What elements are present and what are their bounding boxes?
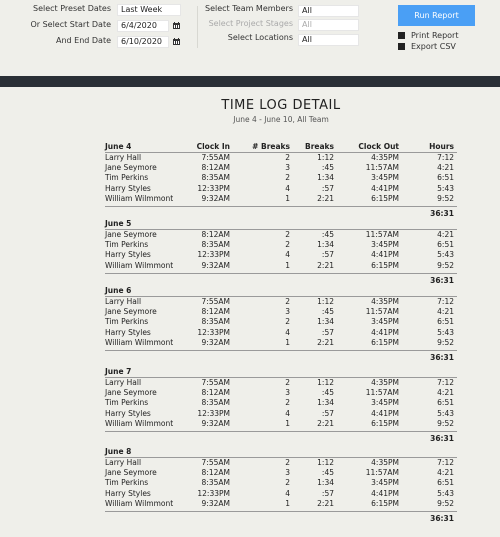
break-time: :57 (321, 250, 334, 260)
hours: 7:12 (437, 153, 454, 162)
day-section (105, 142, 457, 217)
clock-out: 4:35PM (371, 297, 399, 306)
hours: 5:43 (437, 327, 454, 337)
clock-out: 3:45PM (371, 173, 399, 183)
clock-out: 4:41PM (371, 408, 399, 418)
break-count: 1 (285, 498, 290, 508)
member-name: Tim Perkins (105, 240, 149, 250)
clock-out: 6:15PM (371, 498, 399, 508)
break-time: :45 (321, 468, 334, 478)
hours: 6:51 (437, 317, 454, 327)
day-section (105, 367, 457, 442)
hours: 4:21 (437, 230, 454, 239)
start-date-label: Or Select Start Date (30, 20, 111, 29)
break-time: :57 (321, 327, 334, 337)
table-row (105, 468, 457, 478)
clock-out: 4:41PM (371, 250, 399, 260)
day-section (105, 286, 457, 361)
break-count: 2 (285, 398, 290, 408)
break-count: 2 (285, 378, 290, 387)
clock-in: 8:12AM (201, 468, 230, 478)
break-count: 4 (285, 250, 290, 260)
report-subtitle: June 4 - June 10, All Team (233, 115, 329, 124)
day-total-hours: 36:31 (430, 208, 454, 218)
clock-in: 8:12AM (201, 163, 230, 173)
table-row (105, 328, 457, 338)
table-row (105, 230, 457, 240)
member-name: Tim Perkins (105, 478, 149, 488)
member-name: Tim Perkins (105, 398, 149, 408)
break-count: 2 (285, 230, 290, 239)
filter-panel (0, 0, 500, 74)
break-count: 1 (285, 193, 290, 203)
clock-in: 8:35AM (201, 317, 230, 327)
table-row (105, 173, 457, 183)
break-time: 2:21 (317, 498, 334, 508)
break-count: 4 (285, 327, 290, 337)
break-time: 1:12 (317, 458, 334, 467)
clock-in: 12:33PM (197, 408, 230, 418)
run-report-button[interactable]: Run Report (398, 5, 475, 26)
table-row (105, 338, 457, 348)
export-csv-checkbox[interactable] (398, 43, 405, 50)
day-date: June 8 (105, 447, 132, 456)
table-row (105, 317, 457, 327)
break-time: 1:12 (317, 378, 334, 387)
day-date: June 5 (105, 219, 132, 228)
hours: 4:21 (437, 388, 454, 398)
clock-out: 4:35PM (371, 458, 399, 467)
column-header: Clock In (196, 142, 230, 151)
clock-out: 3:45PM (371, 317, 399, 327)
clock-out: 4:41PM (371, 488, 399, 498)
break-count: 2 (285, 458, 290, 467)
break-count: 3 (285, 388, 290, 398)
hours: 9:52 (437, 498, 454, 508)
break-time: 1:12 (317, 153, 334, 162)
hours: 4:21 (437, 307, 454, 317)
clock-in: 8:35AM (201, 240, 230, 250)
end-date-label: And End Date (55, 36, 111, 45)
day-total-row (105, 511, 457, 522)
clock-out: 4:35PM (371, 378, 399, 387)
clock-in: 9:32AM (201, 498, 230, 508)
break-time: 1:34 (317, 173, 334, 183)
break-count: 3 (285, 307, 290, 317)
clock-in: 12:33PM (197, 488, 230, 498)
break-time: 2:21 (317, 193, 334, 203)
report-header-bar (0, 76, 500, 87)
break-time: 1:34 (317, 398, 334, 408)
day-total-hours: 36:31 (430, 275, 454, 285)
break-time: 1:12 (317, 297, 334, 306)
break-count: 4 (285, 408, 290, 418)
day-date: June 4 (105, 142, 132, 151)
break-time: :45 (321, 388, 334, 398)
day-header-row (105, 447, 457, 458)
day-total-row (105, 350, 457, 361)
clock-in: 9:32AM (201, 337, 230, 347)
hours: 7:12 (437, 378, 454, 387)
hours: 7:12 (437, 458, 454, 467)
member-name: Harry Styles (105, 250, 151, 260)
team-members-label: Select Team Members (205, 4, 293, 13)
hours: 6:51 (437, 173, 454, 183)
team-members-select[interactable]: All (298, 5, 359, 17)
table-row (105, 458, 457, 468)
table-row (105, 409, 457, 419)
day-section (105, 447, 457, 522)
project-stages-select: All (298, 19, 359, 31)
day-total-hours: 36:31 (430, 433, 454, 443)
clock-out: 3:45PM (371, 478, 399, 488)
break-count: 2 (285, 297, 290, 306)
break-time: :57 (321, 408, 334, 418)
clock-in: 9:32AM (201, 260, 230, 270)
member-name: Tim Perkins (105, 173, 149, 183)
table-row (105, 398, 457, 408)
clock-in: 7:55AM (201, 153, 230, 162)
break-time: :45 (321, 163, 334, 173)
clock-in: 8:12AM (201, 307, 230, 317)
clock-in: 12:33PM (197, 327, 230, 337)
break-count: 1 (285, 337, 290, 347)
hours: 5:43 (437, 183, 454, 193)
print-report-option[interactable] (398, 30, 458, 40)
day-section (105, 219, 457, 284)
break-time: :45 (321, 230, 334, 239)
break-count: 4 (285, 488, 290, 498)
table-row (105, 378, 457, 388)
day-total-hours: 36:31 (430, 513, 454, 523)
clock-out: 11:57AM (365, 307, 399, 317)
break-count: 3 (285, 468, 290, 478)
filter-divider (197, 6, 198, 48)
clock-in: 7:55AM (201, 297, 230, 306)
locations-label: Select Locations (227, 33, 293, 42)
member-name: Harry Styles (105, 408, 151, 418)
table-row (105, 307, 457, 317)
column-header: Clock Out (358, 142, 399, 151)
preset-dates-select[interactable]: Last Week (117, 4, 181, 16)
column-header: Breaks (304, 142, 334, 151)
break-time: 1:34 (317, 240, 334, 250)
preset-dates-label: Select Preset Dates (33, 4, 111, 13)
member-name: William Wilmmont (105, 418, 174, 428)
calendar-icon[interactable] (173, 22, 180, 29)
hours: 9:52 (437, 337, 454, 347)
clock-out: 6:15PM (371, 260, 399, 270)
table-row (105, 163, 457, 173)
table-row (105, 250, 457, 260)
table-row (105, 419, 457, 429)
day-total-row (105, 431, 457, 442)
break-count: 1 (285, 260, 290, 270)
table-row (105, 478, 457, 488)
clock-out: 4:41PM (371, 327, 399, 337)
hours: 9:52 (437, 260, 454, 270)
hours: 6:51 (437, 478, 454, 488)
member-name: Jane Seymore (105, 163, 157, 173)
table-row (105, 194, 457, 204)
table-row (105, 153, 457, 163)
table-row (105, 240, 457, 250)
table-row (105, 261, 457, 271)
member-name: Harry Styles (105, 488, 151, 498)
clock-out: 11:57AM (365, 230, 399, 239)
export-csv-option[interactable] (398, 41, 456, 51)
export-csv-label: Export CSV (411, 41, 456, 51)
clock-in: 8:35AM (201, 398, 230, 408)
member-name: Larry Hall (105, 458, 142, 467)
member-name: Harry Styles (105, 183, 151, 193)
clock-out: 6:15PM (371, 337, 399, 347)
clock-out: 6:15PM (371, 418, 399, 428)
day-header-row (105, 367, 457, 378)
break-count: 3 (285, 163, 290, 173)
clock-out: 3:45PM (371, 398, 399, 408)
day-date: June 6 (105, 286, 132, 295)
clock-in: 12:33PM (197, 250, 230, 260)
table-row (105, 297, 457, 307)
clock-in: 7:55AM (201, 378, 230, 387)
day-date: June 7 (105, 367, 132, 376)
member-name: Jane Seymore (105, 388, 157, 398)
report-heading (105, 98, 457, 127)
project-stages-label: Select Project Stages (208, 19, 293, 28)
calendar-icon[interactable] (173, 38, 180, 45)
hours: 5:43 (437, 250, 454, 260)
table-row (105, 489, 457, 499)
locations-select[interactable]: All (298, 34, 359, 46)
clock-out: 11:57AM (365, 468, 399, 478)
end-date-input[interactable]: 6/10/2020 (117, 36, 169, 48)
break-count: 2 (285, 240, 290, 250)
member-name: Larry Hall (105, 378, 142, 387)
column-header: # Breaks (252, 142, 290, 151)
member-name: Tim Perkins (105, 317, 149, 327)
table-row (105, 499, 457, 509)
clock-out: 11:57AM (365, 163, 399, 173)
start-date-input[interactable]: 6/4/2020 (117, 20, 169, 32)
break-time: 2:21 (317, 337, 334, 347)
report-title: TIME LOG DETAIL (221, 98, 341, 113)
member-name: Larry Hall (105, 297, 142, 306)
day-total-row (105, 273, 457, 284)
break-time: :45 (321, 307, 334, 317)
hours: 4:21 (437, 468, 454, 478)
clock-out: 4:41PM (371, 183, 399, 193)
member-name: William Wilmmont (105, 498, 174, 508)
clock-out: 11:57AM (365, 388, 399, 398)
break-count: 2 (285, 317, 290, 327)
member-name: Jane Seymore (105, 307, 157, 317)
column-header: Hours (429, 142, 454, 151)
hours: 5:43 (437, 488, 454, 498)
day-header-row (105, 219, 457, 230)
member-name: William Wilmmont (105, 260, 174, 270)
clock-in: 9:32AM (201, 418, 230, 428)
hours: 9:52 (437, 193, 454, 203)
table-row (105, 388, 457, 398)
member-name: William Wilmmont (105, 193, 174, 203)
hours: 6:51 (437, 398, 454, 408)
clock-out: 4:35PM (371, 153, 399, 162)
break-count: 2 (285, 153, 290, 162)
day-header-row (105, 142, 457, 153)
clock-in: 8:12AM (201, 388, 230, 398)
break-count: 1 (285, 418, 290, 428)
hours: 9:52 (437, 418, 454, 428)
clock-out: 6:15PM (371, 193, 399, 203)
break-count: 2 (285, 173, 290, 183)
clock-in: 9:32AM (201, 193, 230, 203)
break-time: 1:34 (317, 317, 334, 327)
break-time: :57 (321, 183, 334, 193)
print-report-label: Print Report (411, 30, 459, 40)
break-time: 2:21 (317, 260, 334, 270)
member-name: William Wilmmont (105, 337, 174, 347)
break-time: :57 (321, 488, 334, 498)
day-total-hours: 36:31 (430, 352, 454, 362)
clock-in: 7:55AM (201, 458, 230, 467)
member-name: Jane Seymore (105, 230, 157, 239)
table-row (105, 184, 457, 194)
break-time: 1:34 (317, 478, 334, 488)
member-name: Larry Hall (105, 153, 142, 162)
member-name: Jane Seymore (105, 468, 157, 478)
print-report-checkbox[interactable] (398, 32, 405, 39)
clock-in: 8:35AM (201, 173, 230, 183)
clock-out: 3:45PM (371, 240, 399, 250)
hours: 5:43 (437, 408, 454, 418)
member-name: Harry Styles (105, 327, 151, 337)
break-time: 2:21 (317, 418, 334, 428)
hours: 7:12 (437, 297, 454, 306)
day-total-row (105, 206, 457, 217)
clock-in: 8:12AM (201, 230, 230, 239)
clock-in: 12:33PM (197, 183, 230, 193)
break-count: 4 (285, 183, 290, 193)
clock-in: 8:35AM (201, 478, 230, 488)
day-header-row (105, 286, 457, 297)
hours: 4:21 (437, 163, 454, 173)
hours: 6:51 (437, 240, 454, 250)
break-count: 2 (285, 478, 290, 488)
